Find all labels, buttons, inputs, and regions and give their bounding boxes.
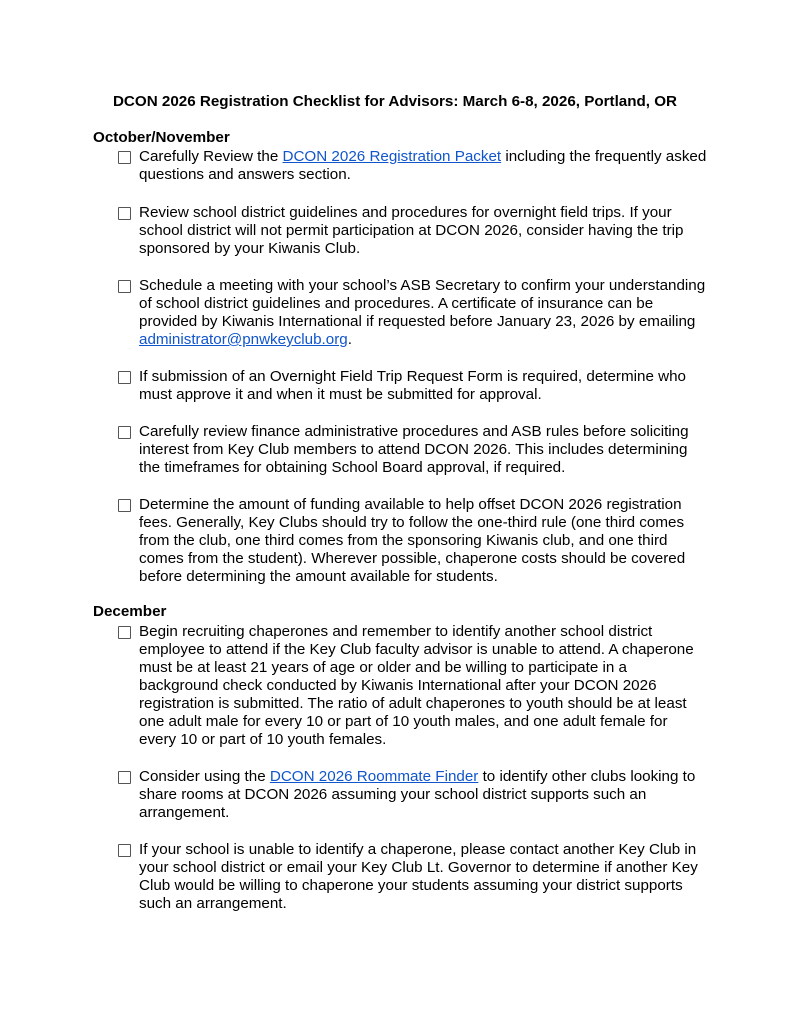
checkbox-icon[interactable] (118, 151, 131, 164)
checklist-item-text: If submission of an Overnight Field Trip Request Form is required, determine who must approve it and when it must be submitted for approval. (139, 368, 686, 403)
checkbox-icon[interactable] (118, 844, 131, 857)
checkbox-icon[interactable] (118, 771, 131, 784)
checklist-item-text: Consider using the DCON 2026 Roommate Finder to identify other clubs looking to share rooms at DCON 2026 assuming your school district supports such an arrangement. (139, 768, 696, 821)
checklist-item-text: Begin recruiting chaperones and remember to identify another school district employee to attend if the Key Club faculty advisor is unable to attend. A chaperone must be at least 21 years of age or older and be willing to participate in a background check conducted by Kiwanis International after your DCON 2026 registration is submitted. The ratio of adult chaperones to youth should be at least one adult male for every 10 or part of 10 youth males, and one adult female for every 10 or part of 10 youth females. (139, 623, 694, 748)
checklist-item (118, 841, 708, 913)
page-title: DCON 2026 Registration Checklist for Advisors: March 6-8, 2026, Portland, OR (112, 93, 678, 110)
checklist-item (118, 368, 708, 404)
roommate-finder-link[interactable]: DCON 2026 Roommate Finder (269, 768, 479, 785)
checklist-item (118, 148, 708, 184)
checklist-item (118, 623, 708, 749)
checklist-item-text: If your school is unable to identify a chaperone, please contact another Key Club in your school district or email your Key Club Lt. Governor to determine if another Key Club would be willing to chaperone your students assuming your district supports such an arrangement. (139, 841, 698, 912)
checklist-item-text: Carefully review finance administrative procedures and ASB rules before soliciting interest from Key Club members to attend DCON 2026. This includes determining the timeframes for obtaining School Board approval, if required. (139, 423, 689, 476)
checklist-item-text: Carefully Review the DCON 2026 Registration Packet including the frequently asked questions and answers section. (139, 148, 707, 183)
checkbox-icon[interactable] (118, 280, 131, 293)
checkbox-icon[interactable] (118, 371, 131, 384)
checkbox-icon[interactable] (118, 499, 131, 512)
checkbox-icon[interactable] (118, 426, 131, 439)
section-heading-october-november: October/November (93, 129, 230, 146)
administrator-email-link[interactable]: administrator@pnwkeyclub.org (139, 331, 348, 348)
checklist-item (118, 496, 708, 586)
checklist-item-text: Determine the amount of funding available to help offset DCON 2026 registration fees. Generally, Key Clubs should try to follow the one-third rule (one third comes from the club, one third comes from the sponsoring Kiwanis club, and one third comes from the student). Wherever possible, chaperone costs should be covered before determining the amount available for students. (139, 496, 686, 585)
registration-packet-link[interactable]: DCON 2026 Registration Packet (282, 148, 502, 165)
checklist-item (118, 768, 708, 822)
section-heading-december: December (93, 603, 167, 620)
checklist-item (118, 277, 708, 349)
checkbox-icon[interactable] (118, 207, 131, 220)
checklist-item-text: Schedule a meeting with your school’s ASB Secretary to confirm your understanding of school district guidelines and procedures. A certificate of insurance can be provided by Kiwanis International if requested before January 23, 2026 by emailing administrator@pnwkeyclub.org. (139, 277, 706, 348)
checklist-item (118, 423, 708, 477)
checklist-item (118, 204, 708, 258)
checklist-item-text: Review school district guidelines and procedures for overnight field trips. If your school district will not permit participation at DCON 2026, consider having the trip sponsored by your Kiwanis Club. (139, 204, 684, 257)
checkbox-icon[interactable] (118, 626, 131, 639)
